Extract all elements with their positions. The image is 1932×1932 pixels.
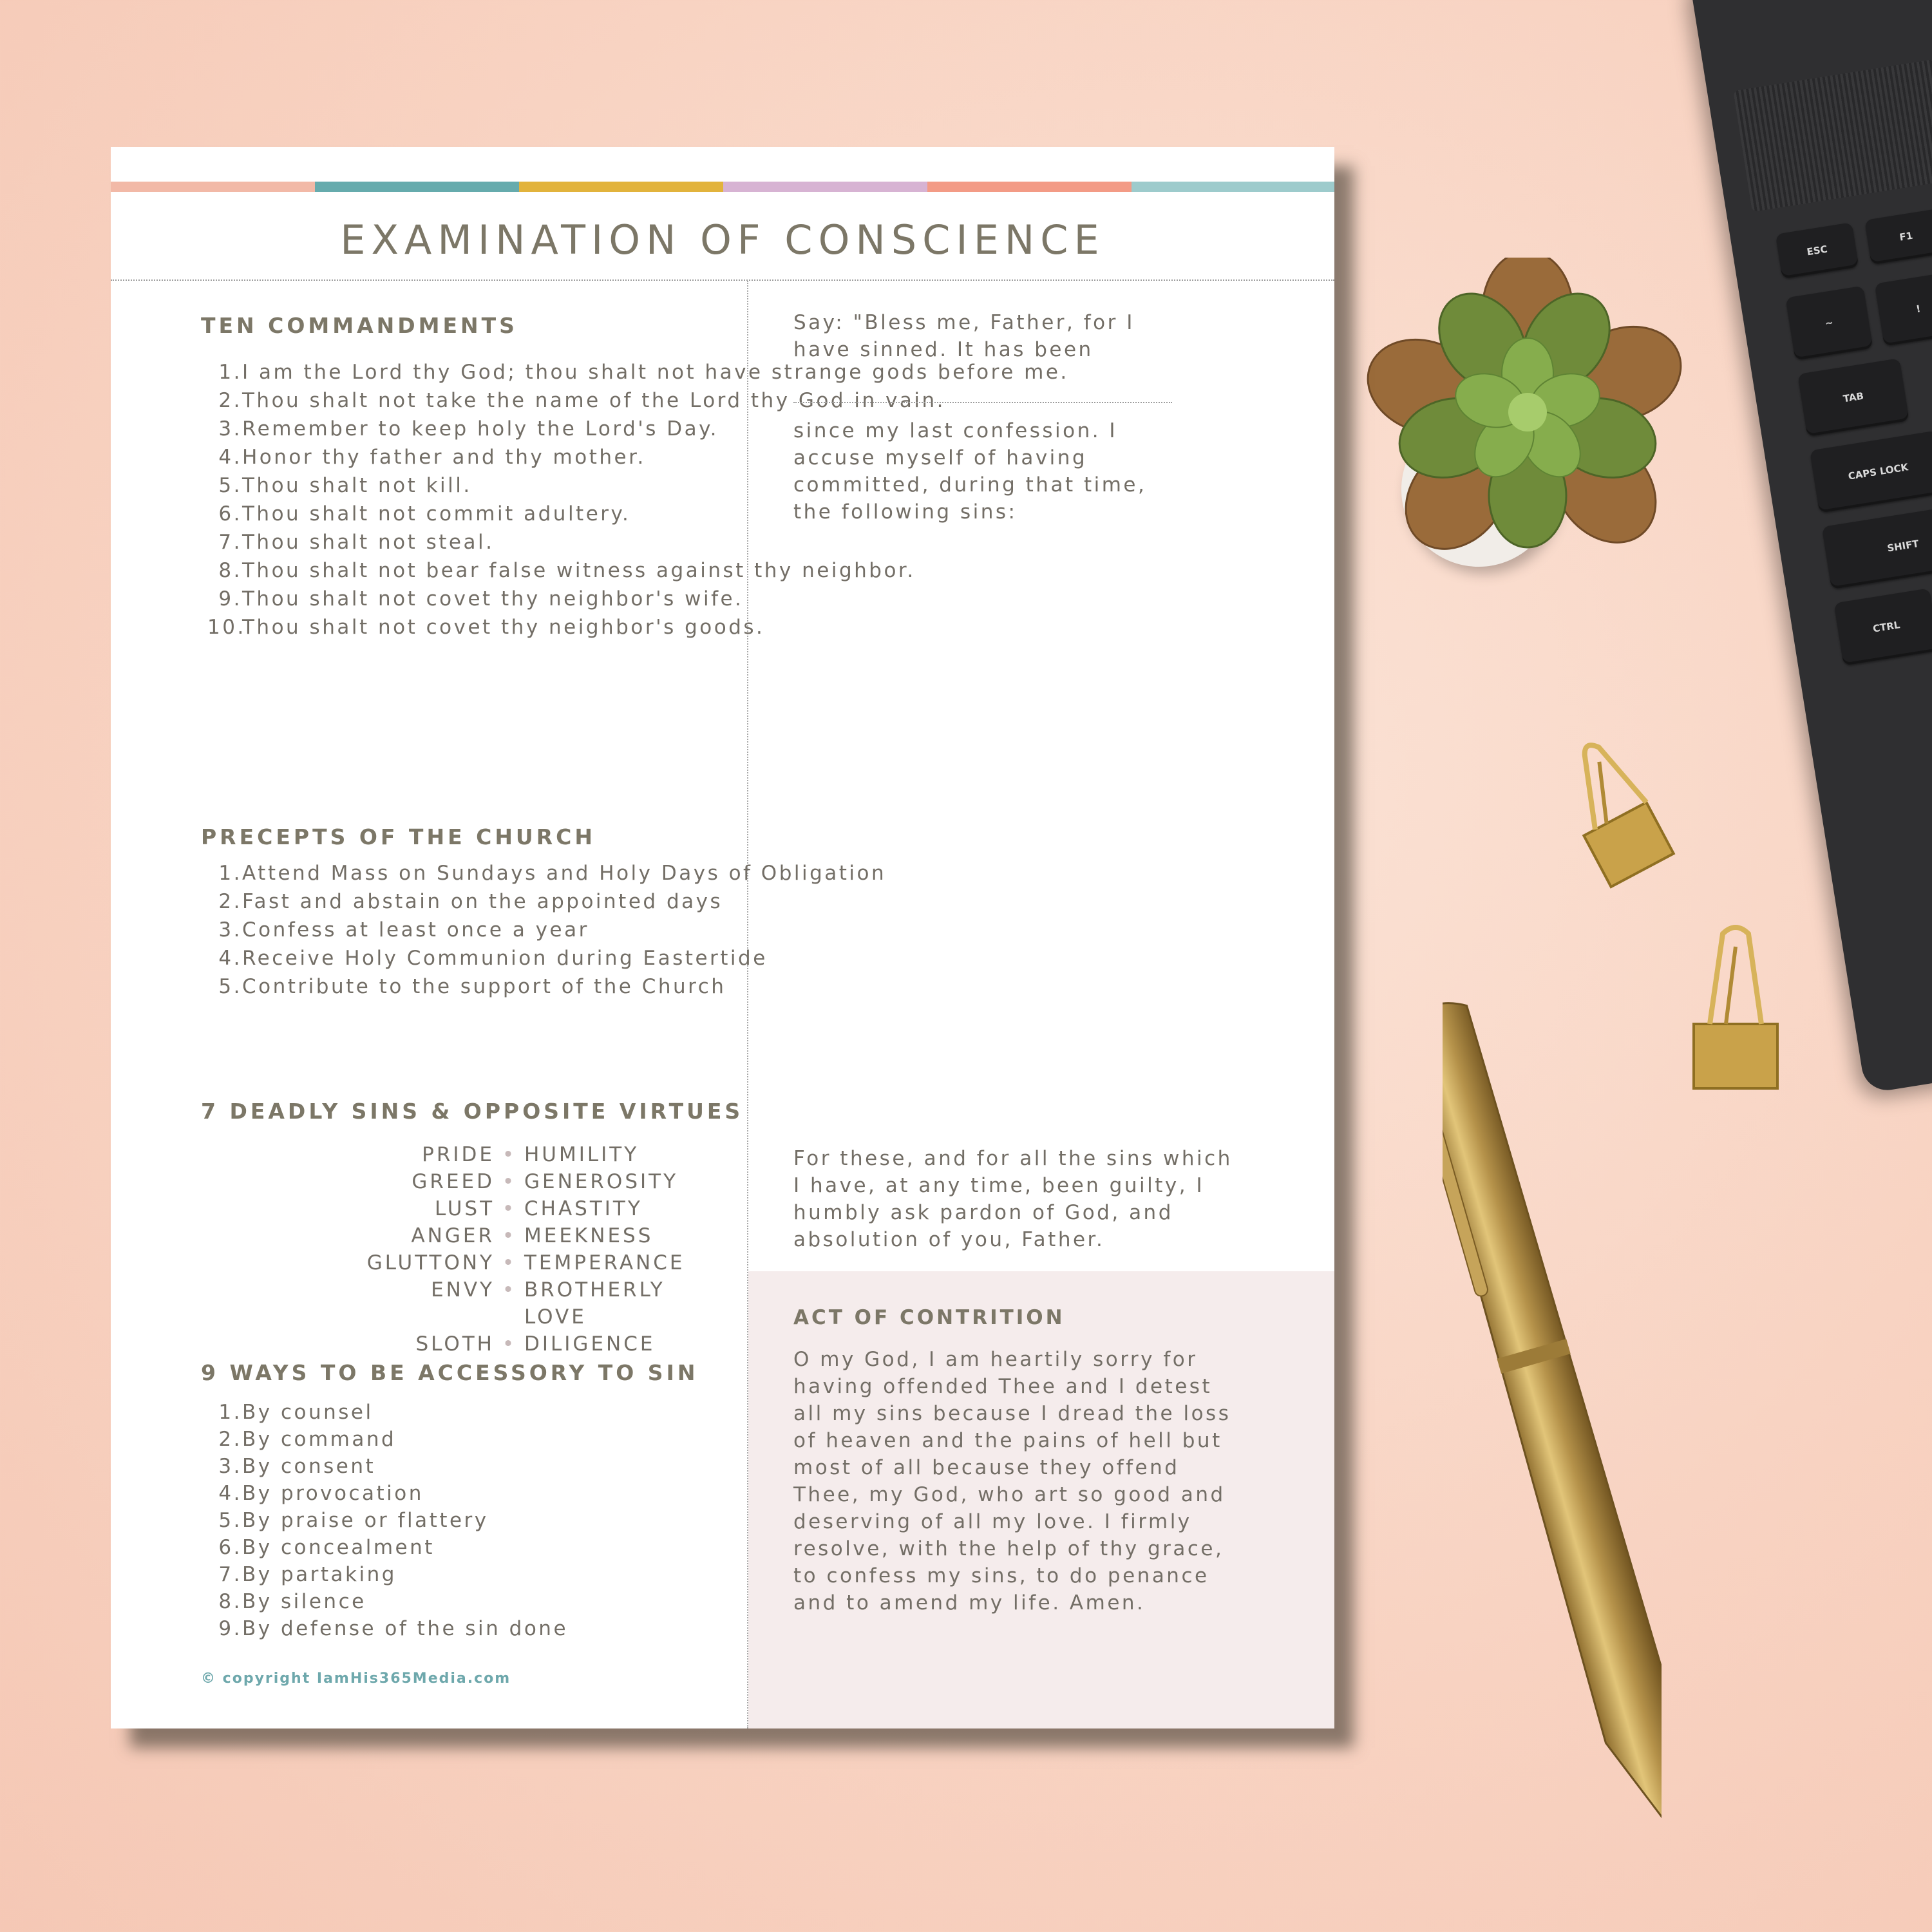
precept-item: [207, 916, 886, 944]
accessory-item-text: By partaking: [242, 1563, 397, 1586]
commandment-item-number: 5.: [218, 474, 242, 497]
accessory-item-text: By defense of the sin done: [242, 1617, 569, 1640]
accessory-item-text: By praise or flattery: [242, 1509, 489, 1532]
accessory-item-number: 2.: [218, 1428, 242, 1451]
time-since-blank-line: [793, 402, 1172, 403]
virtue-name: CHASTITY: [524, 1197, 643, 1220]
virtue-name: DILIGENCE: [524, 1332, 656, 1356]
binder-clip-lower: [1674, 921, 1803, 1101]
commandment-item: [207, 585, 1069, 613]
commandment-item-text: Thou shalt not steal.: [242, 531, 495, 554]
color-stripe-6: [1132, 182, 1334, 192]
commandment-item-number: 9.: [218, 587, 242, 611]
accessory-item-number: 7.: [218, 1563, 242, 1586]
color-stripe-2: [315, 182, 519, 192]
sin-name: PRIDE: [422, 1143, 495, 1166]
sin-name: GLUTTONY: [366, 1251, 495, 1274]
commandment-item-number: 7.: [218, 531, 242, 554]
precept-item-text: Contribute to the support of the Church: [242, 975, 726, 998]
sin-virtue-row: [278, 1222, 729, 1249]
bullet-separator: •: [502, 1224, 517, 1247]
precept-item-number: 1.: [218, 862, 242, 885]
color-stripe-1: [111, 182, 315, 192]
commandment-item-number: 8.: [218, 559, 242, 582]
accessory-item-text: By provocation: [242, 1482, 424, 1505]
copyright-text: © copyright IamHis365Media.com: [201, 1671, 511, 1687]
commandment-item-number: 6.: [218, 502, 242, 526]
commandment-item-text: I am the Lord thy God; thou shalt not have strange gods before me.: [242, 361, 1069, 384]
virtue-name: GENEROSITY: [524, 1170, 679, 1193]
precepts-heading: PRECEPTS OF THE CHURCH: [201, 824, 596, 849]
deadly-sins-table: [278, 1141, 729, 1358]
bullet-separator: •: [502, 1278, 517, 1302]
accessory-item-number: 8.: [218, 1590, 242, 1613]
accessory-item: [207, 1453, 568, 1480]
accessory-item-text: By concealment: [242, 1536, 435, 1559]
sin-virtue-row: [278, 1168, 729, 1195]
accessory-item-number: 1.: [218, 1401, 242, 1424]
bullet-separator: •: [502, 1143, 517, 1166]
sin-virtue-row: [278, 1195, 729, 1222]
laptop-speaker-grille: [1733, 59, 1932, 212]
sin-name: LUST: [434, 1197, 495, 1220]
accessory-item-number: 4.: [218, 1482, 242, 1505]
commandment-item-number: 3.: [218, 417, 242, 440]
virtue-name: MEEKNESS: [524, 1224, 654, 1247]
commandment-item-text: Thou shalt not kill.: [242, 474, 472, 497]
sin-virtue-row: [278, 1141, 729, 1168]
contrition-text: O my God, I am heartily sorry for having offended Thee and I detest all my sins because I dread the loss of heaven and the pains of hell but most of all because they offend Thee, my God, who art so good and deserving of all my love. I firmly resolve, with the help of thy grace, to confess my sins, to do penance and to amend my life. Amen.: [793, 1348, 1231, 1615]
accessory-item: [207, 1480, 568, 1507]
commandment-item-text: Thou shalt not take the name of the Lord thy God in vain.: [242, 389, 945, 412]
commandment-item: [207, 613, 1069, 641]
binder-clip-upper: [1533, 728, 1726, 895]
commandment-item-text: Thou shalt not covet thy neighbor's goods.: [242, 616, 765, 639]
key-caps-lock: CAPS LOCK: [1810, 430, 1932, 513]
contrition-heading: ACT OF CONTRITION: [793, 1306, 1065, 1329]
say-intro-text: Say: "Bless me, Father, for I have sinned. It has been: [793, 311, 1135, 361]
virtue-name: TEMPERANCE: [524, 1251, 685, 1274]
accessory-item: [207, 1399, 568, 1426]
accessory-item-number: 9.: [218, 1617, 242, 1640]
accessory-item-number: 3.: [218, 1455, 242, 1478]
page-title: EXAMINATION OF CONSCIENCE: [340, 216, 1105, 263]
precept-item-number: 2.: [218, 890, 242, 913]
commandment-item-number: 10.: [207, 616, 246, 639]
commandment-item-text: Thou shalt not covet thy neighbor's wife.: [242, 587, 744, 611]
bullet-separator: •: [502, 1170, 517, 1193]
precept-item-number: 4.: [218, 947, 242, 970]
sin-virtue-row: [278, 1249, 729, 1276]
bullet-separator: •: [502, 1251, 517, 1274]
accessory-list: [207, 1399, 568, 1642]
precept-item-number: 5.: [218, 975, 242, 998]
precept-item-text: Fast and abstain on the appointed days: [242, 890, 723, 913]
key-tab: TAB: [1797, 358, 1909, 437]
color-stripe-4: [723, 182, 927, 192]
color-stripe-3: [519, 182, 723, 192]
precept-item: [207, 944, 886, 972]
precept-item-text: Receive Holy Communion during Eastertide: [242, 947, 768, 970]
precept-item-text: Confess at least once a year: [242, 918, 589, 942]
title-divider: [111, 279, 1334, 281]
accessory-item: [207, 1534, 568, 1561]
sin-name: SLOTH: [415, 1332, 495, 1356]
sin-name: ENVY: [431, 1278, 495, 1302]
bullet-separator: •: [502, 1197, 517, 1220]
accessory-item-number: 6.: [218, 1536, 242, 1559]
accessory-item-text: By silence: [242, 1590, 366, 1613]
closing-text: For these, and for all the sins which I have, at any time, been guilty, I humbly ask pardon of God, and absolution of you, Father.: [793, 1147, 1233, 1251]
accessory-item: [207, 1615, 568, 1642]
key-tilde: ~: [1785, 286, 1873, 361]
accessory-item-number: 5.: [218, 1509, 242, 1532]
accessory-item-text: By command: [242, 1428, 397, 1451]
virtue-name: BROTHERLY LOVE: [524, 1278, 665, 1329]
commandment-item: [207, 528, 1069, 556]
key-one: !: [1875, 272, 1932, 346]
precept-item-number: 3.: [218, 918, 242, 942]
accessory-item-text: By counsel: [242, 1401, 374, 1424]
key-esc: ESC: [1776, 222, 1859, 279]
sin-name: ANGER: [411, 1224, 495, 1247]
commandment-item-text: Remember to keep holy the Lord's Day.: [242, 417, 719, 440]
virtue-name: HUMILITY: [524, 1143, 639, 1166]
commandment-item-number: 2.: [218, 389, 242, 412]
sin-name: GREED: [412, 1170, 495, 1193]
precept-item: [207, 859, 886, 887]
commandment-item-text: Thou shalt not commit adultery.: [242, 502, 631, 526]
gold-pen: [1443, 985, 1662, 1855]
accessory-item: [207, 1561, 568, 1588]
commandment-item-text: Honor thy father and thy mother.: [242, 446, 646, 469]
key-f1: F1: [1864, 208, 1932, 265]
precept-item: [207, 972, 886, 1001]
commandment-item-number: 4.: [218, 446, 242, 469]
succulent-plant: [1360, 258, 1695, 567]
accessory-item-text: By consent: [242, 1455, 376, 1478]
accessory-item: [207, 1507, 568, 1534]
commandment-item: [207, 386, 1069, 415]
bullet-separator: •: [502, 1332, 517, 1356]
ten-commandments-heading: TEN COMMANDMENTS: [201, 313, 518, 338]
since-confession-text: since my last confession. I accuse myself of having committed, during that time, the following sins:: [793, 419, 1147, 524]
accessory-item: [207, 1588, 568, 1615]
examination-sheet: [111, 147, 1334, 1728]
color-stripe-5: [927, 182, 1132, 192]
precept-item: [207, 887, 886, 916]
accessory-heading: 9 WAYS TO BE ACCESSORY TO SIN: [201, 1360, 699, 1385]
sin-virtue-row: [278, 1276, 729, 1331]
key-shift: SHIFT: [1822, 503, 1932, 589]
commandment-item-number: 1.: [218, 361, 242, 384]
accessory-item: [207, 1426, 568, 1453]
commandment-item: [207, 556, 1069, 585]
commandment-item-text: Thou shalt not bear false witness against thy neighbor.: [242, 559, 916, 582]
key-ctrl: CTRL: [1834, 588, 1932, 665]
precepts-list: [207, 859, 886, 1001]
deadly-sins-heading: 7 DEADLY SINS & OPPOSITE VIRTUES: [201, 1099, 744, 1124]
precept-item-text: Attend Mass on Sundays and Holy Days of Obligation: [242, 862, 887, 885]
sin-virtue-row: [278, 1331, 729, 1358]
